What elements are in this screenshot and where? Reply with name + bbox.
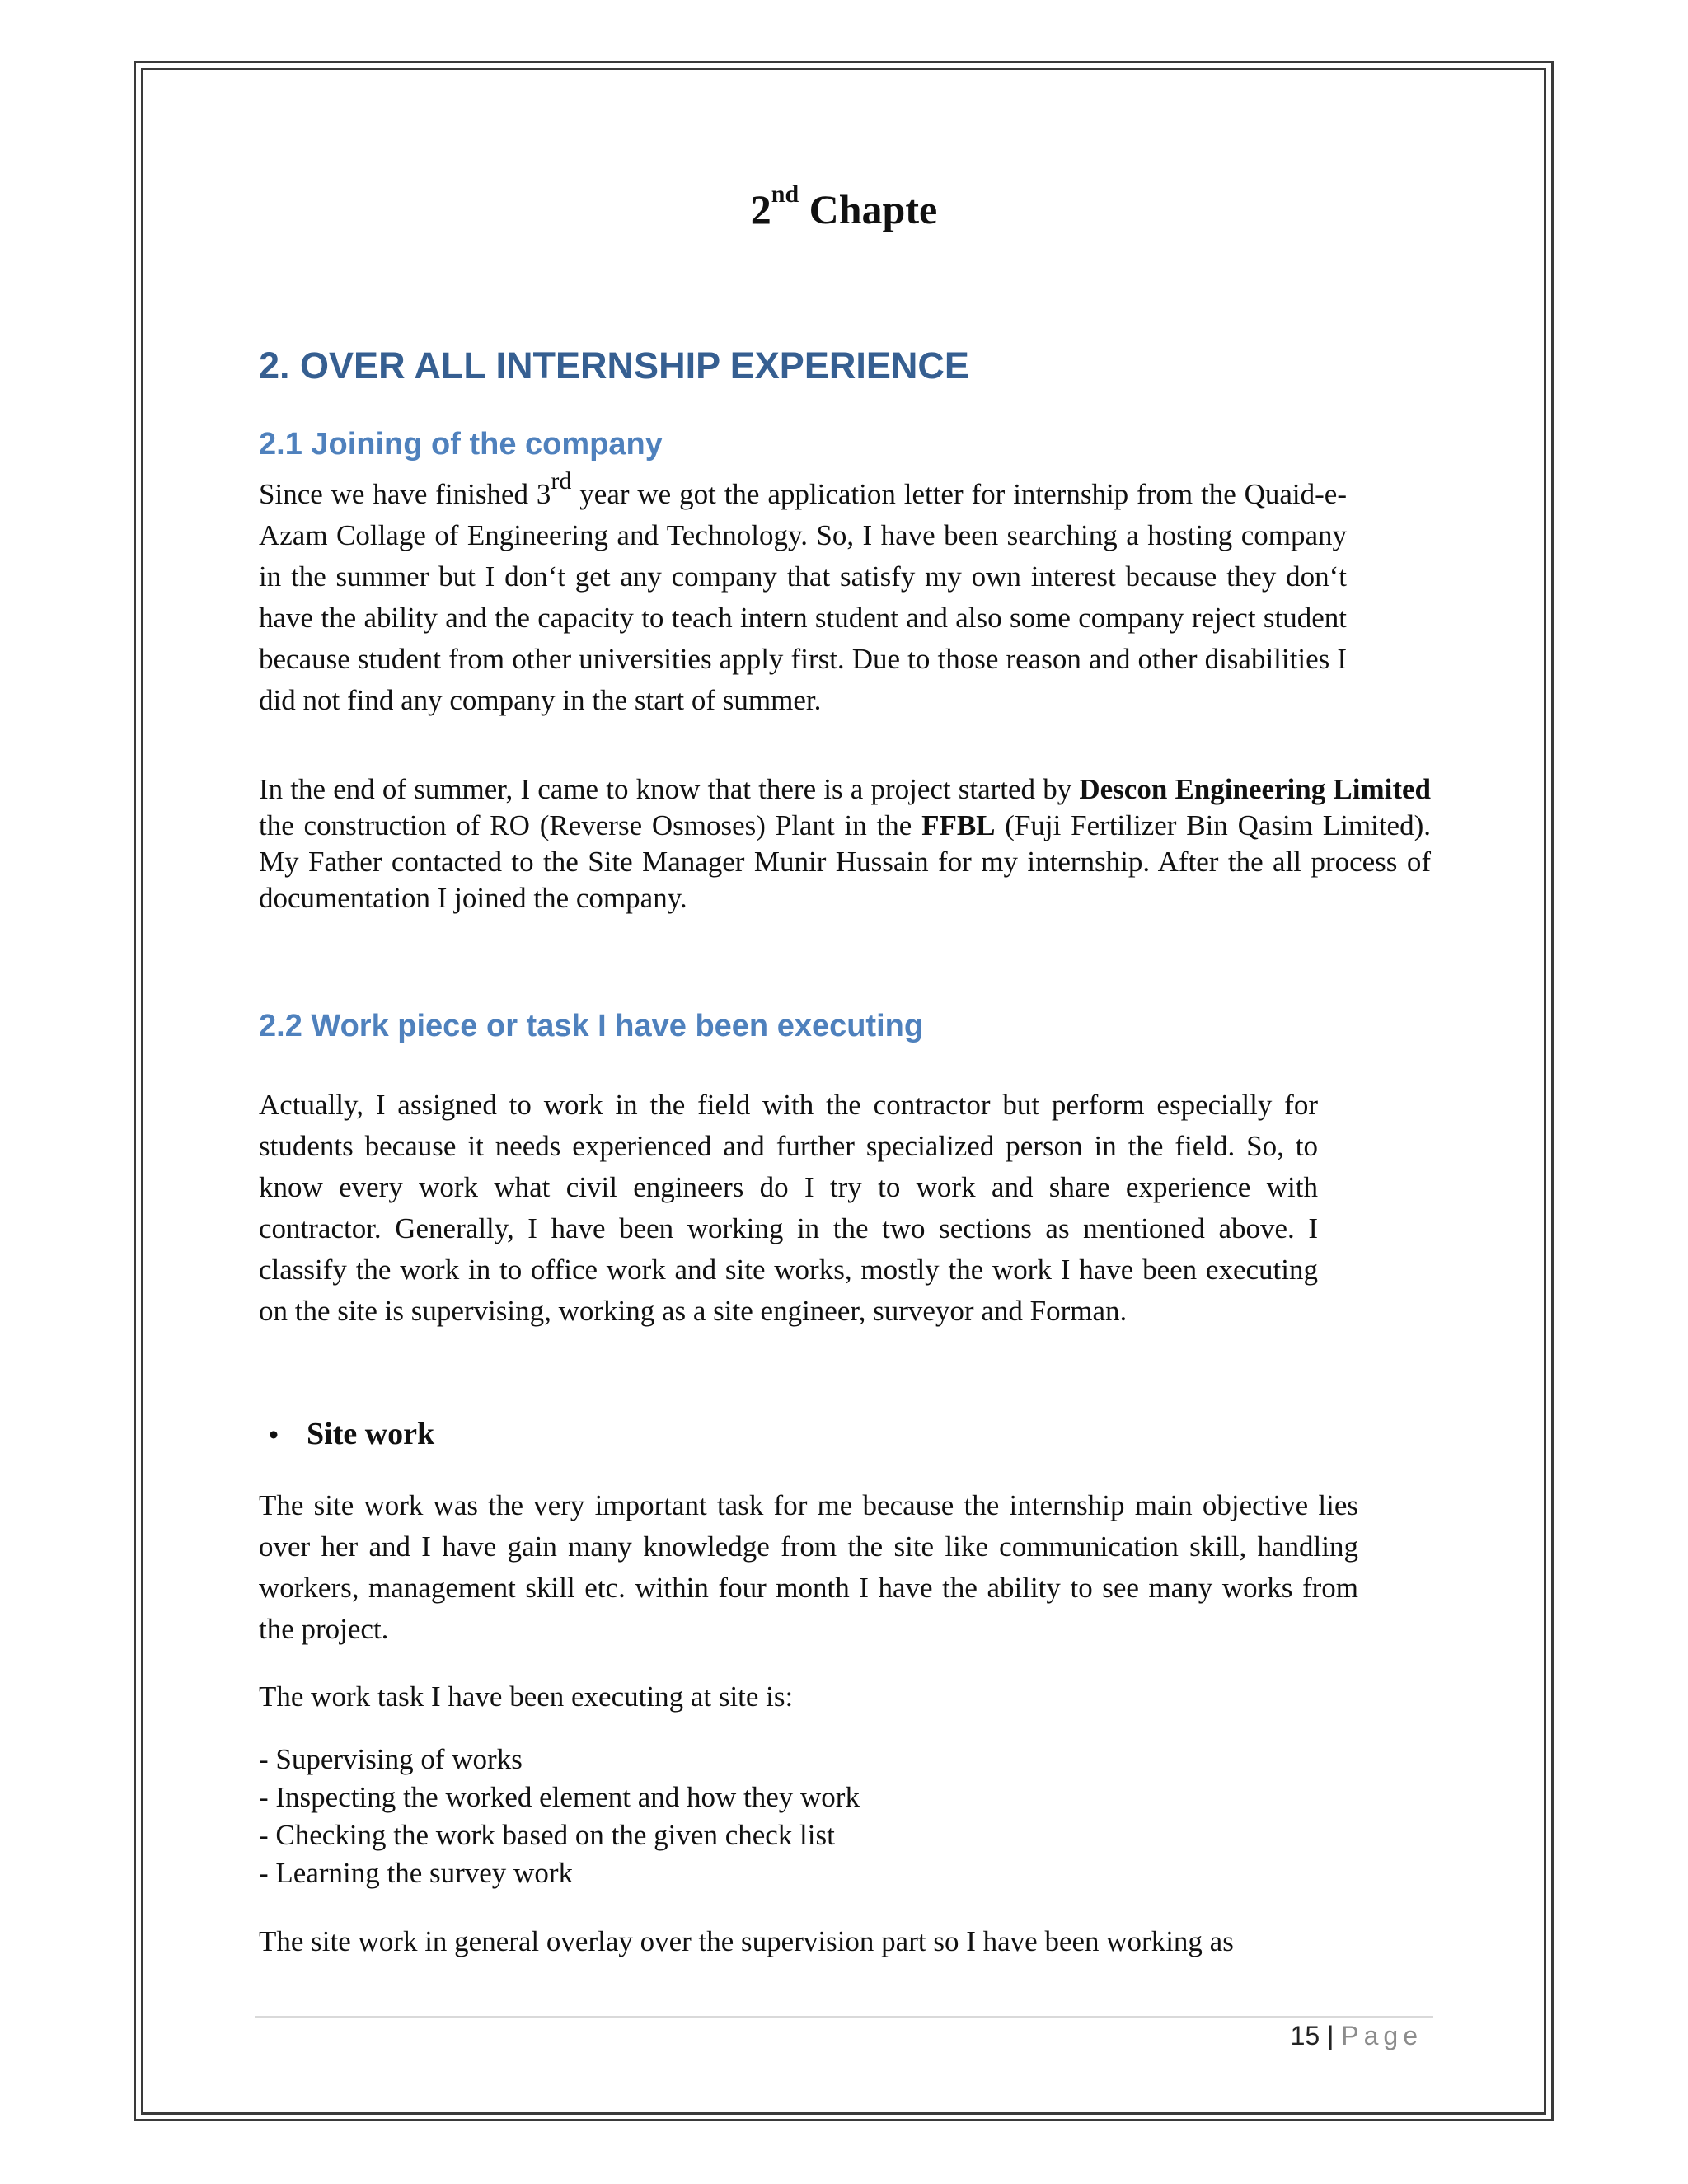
list-item: - Learning the survey work [259,1857,573,1889]
list-item: - Inspecting the worked element and how they work [259,1781,860,1813]
chapter-title: 2nd Chapte [750,180,938,232]
site-work-heading: • Site work [269,1417,435,1451]
section-heading: 2. OVER ALL INTERNSHIP EXPERIENCE [259,344,969,387]
page-footer: 15 | Page [1290,2021,1423,2050]
task-list [259,1741,860,1892]
paragraph-site-work-1: The site work was the very important task for me because the internship main objective lies over her and I have gain many knowledge from the site like communication skill, handling workers, management skill etc. within four month I have the ability to see many works from the project. [259,1489,1358,1645]
paragraph-joining-1: Since we have finished 3rd year we got the application letter for internship from the Quaid-e-Azam Collage of Engineering and Technology. So, I have been searching a hosting company in the summer but I don‘t get any company that satisfy my own interest because they don‘t have the ability and the capacity to teach intern student and also some company reject student because student from other universities apply first. Due to those reason and other disabilities I did not find any company in the start of summer. [259,467,1347,716]
list-item: - Supervising of works [259,1743,523,1775]
page-label: Page [1341,2021,1423,2050]
subsection-heading-joining: 2.1 Joining of the company [259,427,663,462]
subsection-heading-work: 2.2 Work piece or task I have been executing [259,1009,924,1043]
paragraph-site-work-3: The site work in general overlay over the supervision part so I have been working as [259,1925,1234,1957]
bullet-icon: • [269,1420,279,1451]
page-number: 15 [1290,2021,1320,2050]
paragraph-joining-2: In the end of summer, I came to know that there is a project started by Descon Engineering Limited the construction of RO (Reverse Osmoses) Plant in the FFBL (Fuji Fertilizer Bin Qasim Limited). My Father contacted to the Site Manager Munir Hussain for my internship. After the all process of documentation I joined the company. [259,773,1432,914]
paragraph-site-work-2: The work task I have been executing at site is: [259,1680,794,1713]
paragraph-work-1: Actually, I assigned to work in the field with the contractor but perform especially for students because it needs experienced and further specialized person in the field. So, to know every work what civil engineers do I try to work and share experience with contractor. Generally, I have been working in the two sections as mentioned above. I classify the work in to office work and site works, mostly the work I have been executing on the site is supervising, working as a site engineer, surveyor and Forman. [259,1089,1318,1327]
footer-divider [255,2016,1433,2018]
list-item: - Checking the work based on the given check list [259,1819,835,1851]
